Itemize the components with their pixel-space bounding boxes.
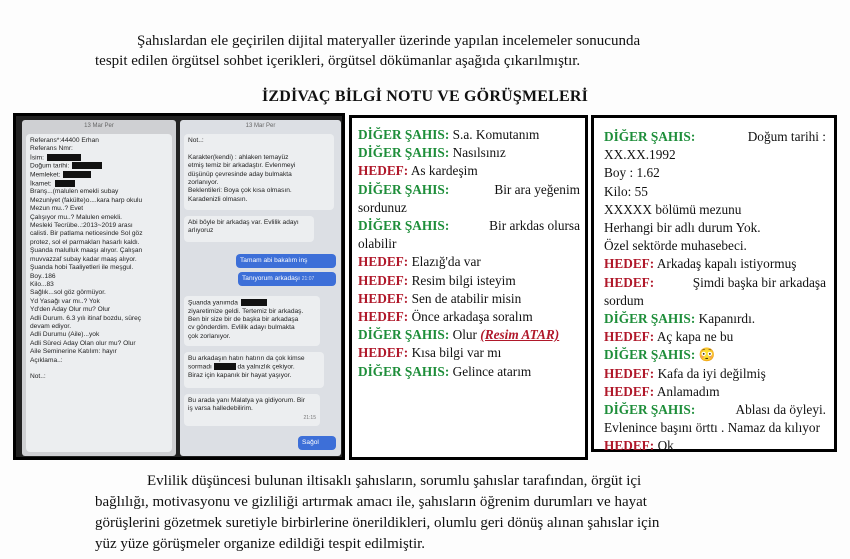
chat-line: zorlanıyor.	[188, 179, 219, 187]
target-speaker-label: HEDEF:	[604, 329, 655, 345]
chat-time: 21:15	[303, 414, 316, 421]
chat-line: Not..:	[30, 373, 46, 381]
chat-line: Şuanda hobi Taaliyetleri ile meşgul.	[30, 264, 134, 272]
message-line	[604, 383, 826, 401]
target-speaker-label: HEDEF:	[604, 365, 655, 381]
chat-line: İkamet:	[30, 180, 168, 189]
section-heading: İZDİVAÇ BİLGİ NOTU VE GÖRÜŞMELERİ	[261, 88, 589, 105]
conversation-box-1	[349, 115, 588, 460]
outro-line: yüz yüze görüşmeler organize edildiği tespit edilmiştir.	[95, 536, 426, 552]
chat-bubble	[184, 296, 320, 346]
message-line	[358, 181, 580, 199]
profile-line: Herhangi bir adlı durum Yok.	[604, 220, 761, 236]
profile-line: Boy : 1.62	[604, 165, 660, 181]
message-text: Gelince atarım	[452, 363, 532, 379]
target-speaker-label: HEDEF:	[358, 272, 409, 288]
message-continuation: sordum	[604, 292, 644, 308]
message-line	[604, 310, 826, 328]
other-speaker-label: DİĞER ŞAHIS:	[604, 347, 696, 363]
outro-line: bağlılığı, motivasyonu ve gizliliği artırmak amacı ile, şahısların öğrenim durumları ve hayat	[95, 494, 647, 510]
message-line	[358, 126, 580, 144]
message-text: Resim bilgi isteyim	[411, 272, 516, 288]
chat-line: protez, sol el parmakları hasarlı kaldı.	[30, 238, 140, 246]
profile-line: Kilo: 55	[604, 183, 648, 199]
message-line	[358, 308, 580, 326]
chat-line: devam ediyor.	[30, 322, 72, 330]
message-text: Kısa bilgi var mı	[411, 345, 502, 361]
target-speaker-label: HEDEF:	[604, 383, 655, 399]
chat-line: calisti. Bir patlama neticesinde Sol göz	[30, 230, 143, 238]
chat-line: Yd'den Aday Olur mu? Olur	[30, 306, 111, 314]
other-speaker-label: DİĞER ŞAHIS:	[358, 327, 450, 343]
other-speaker-label: DİĞER ŞAHIS:	[604, 402, 696, 418]
chat-line: Açıklama..:	[30, 356, 63, 364]
chat-line: Sağlık...sol göz görmüyor.	[30, 289, 106, 297]
redaction-bar	[63, 171, 91, 178]
chat-bubble-sent: Sağol	[298, 436, 336, 450]
chat-line: ziyaretimize geldi. Tertemiz bir arkadaş.	[188, 307, 304, 315]
message-line	[358, 162, 580, 180]
closing-paragraph	[95, 471, 760, 555]
chat-line: Adli Durum. 6.3 yılı itinaf bozdu, süreç	[30, 314, 142, 322]
chat-line: İsim:	[30, 154, 168, 163]
chat-date: 13 Mar Per	[245, 123, 276, 129]
message-line	[358, 363, 580, 381]
chat-line: sormadı da yalnızlık çekiyor.	[188, 363, 295, 371]
chat-line: Mesleki Tecrübe..:2013~2019 arası	[30, 222, 133, 230]
message-continuation: sordunuz	[358, 199, 407, 215]
chat-line: Karakter(kendi) : ahlaken temayüz	[188, 153, 289, 161]
chat-bubble-sent: Tamam abi bakalım inş	[236, 254, 336, 268]
chat-line: muvvazzaf subay kadar maaş alıyor.	[30, 255, 137, 263]
message-text: Aç kapa ne bu	[656, 329, 734, 345]
chat-line	[188, 145, 330, 153]
chat-line: Mezun mu..? Evet	[30, 205, 84, 213]
message-text: Önce arkadaşa soralım	[411, 309, 533, 325]
chat-line: Kilo...83	[30, 280, 54, 288]
chat-line: Karadenizli olmasın.	[188, 195, 248, 203]
target-speaker-label: HEDEF:	[604, 256, 655, 272]
chat-line: cv gönderdim. Evlilik adayı bulmakta	[188, 324, 295, 332]
outro-line: Evlilik düşüncesi bulunan iltisaklı şahısların, sorumlu şahıslar tarafından, örgüt içi	[147, 473, 642, 489]
message-text: Olur	[452, 327, 477, 343]
message-line	[604, 365, 826, 383]
message-text: Kafa da iyi değilmiş	[657, 365, 766, 381]
target-speaker-label: HEDEF:	[358, 163, 409, 179]
chat-line: Çalışıyor mu..? Malulen emekli.	[30, 213, 122, 221]
other-speaker-label: DİĞER ŞAHIS:	[358, 127, 450, 142]
target-speaker-label: HEDEF:	[358, 345, 409, 361]
other-speaker-label: DİĞER ŞAHIS:	[358, 145, 450, 161]
message-line	[604, 274, 826, 292]
phone-screenshot-1	[22, 120, 176, 456]
redaction-bar	[214, 363, 236, 370]
chat-line	[30, 365, 168, 373]
chat-line: iş varsa halledebilirim.	[188, 405, 253, 413]
chat-line: Boy..186	[30, 272, 56, 280]
chat-bubble-sent: Tanıyorum arkadaşı 21:07	[238, 272, 336, 286]
intro-paragraph	[95, 32, 760, 71]
chat-line: etmiş temiz bir arkadaştır. Evlenmeyi	[188, 162, 296, 170]
chat-line: Şuanda yanımda	[188, 299, 316, 308]
chat-line: Referans*:44400 Erhan	[30, 137, 99, 144]
message-text: Elazığ'da var	[411, 254, 481, 270]
chat-line: Yd Yasağı var mı..? Yok	[30, 297, 100, 305]
message-line	[604, 128, 826, 146]
chat-line: Doğum tarihi:	[30, 162, 168, 171]
message-text: Şimdi başka bir arkadaşa	[692, 274, 826, 290]
message-text: Bir arkdas olursa	[489, 218, 580, 234]
chat-line: çok zorlanıyor.	[188, 332, 231, 340]
chat-bubble	[184, 352, 324, 388]
other-speaker-label: DİĞER ŞAHIS:	[358, 218, 450, 234]
message-line	[358, 290, 580, 308]
message-line	[358, 326, 580, 344]
message-line	[604, 346, 826, 364]
chat-date: 13 Mar Per	[84, 123, 114, 129]
message-line	[358, 344, 580, 362]
message-continuation: Evlenince başını örttı . Namaz da kılıyor	[604, 420, 821, 436]
message-text: Doğum tarihi :	[747, 129, 826, 144]
chat-line: Bu arkadaşın hatırı hatırın da çok kimse	[188, 355, 305, 362]
message-text: Anlamadım	[656, 383, 720, 399]
redaction-bar	[55, 180, 75, 187]
chat-line: Memleket:	[30, 171, 168, 180]
profile-line: XXXXX bölümü mezunu	[604, 201, 742, 217]
outro-line: görüşlerini gözetmek suretiyle birbirlerine önerildikleri, olumlu geri dönüş alınan şahıslar için	[95, 515, 660, 531]
message-line	[358, 272, 580, 290]
message-text: Nasılsınız	[452, 145, 506, 161]
chat-line: Aile Seminerine Katılım: hayır	[30, 348, 117, 356]
chat-bubble	[184, 134, 334, 210]
message-text: Kapanırdı.	[698, 311, 756, 327]
chat-screenshots-photo	[13, 113, 345, 460]
chat-line: arlıyoruz	[188, 227, 214, 235]
image-sent-note: (Resim ATAR)	[480, 327, 560, 343]
message-line	[604, 401, 826, 419]
conversation-box-2	[591, 115, 837, 452]
message-line	[358, 217, 580, 235]
intro-line: Şahıslardan ele geçirilen dijital materyaller üzerinde yapılan incelemeler sonucunda	[137, 33, 641, 49]
other-speaker-label: DİĞER ŞAHIS:	[604, 129, 696, 144]
chat-line: Branş...(malulen emekli subay	[30, 188, 119, 196]
message-text: 😳	[698, 347, 716, 363]
chat-line: Not..:	[188, 137, 204, 144]
chat-line: Biraz için kapanık bir hayat yaşıyor.	[188, 372, 292, 380]
message-line	[604, 255, 826, 273]
chat-bubble	[26, 134, 172, 452]
message-text: S.a. Komutanım	[452, 127, 540, 142]
redaction-bar	[241, 299, 267, 306]
message-text: Ablası da öyleyi.	[735, 402, 826, 418]
chat-line: Abi böyle bir arkadaş var. Evlilik adayı	[188, 219, 299, 226]
message-text: Bir ara yeğenim	[494, 181, 580, 197]
target-speaker-label: HEDEF:	[358, 254, 409, 270]
chat-line: Referans Nmr:	[30, 145, 73, 153]
chat-line: Beklentileri: Boya çok kısa olmasın.	[188, 187, 292, 195]
chat-bubble	[184, 394, 320, 426]
target-speaker-label: HEDEF:	[604, 438, 655, 454]
message-text: Sen de atabilir misin	[411, 290, 522, 306]
chat-line: Adli Süreci Aday Olan olur mu? Olur	[30, 339, 136, 347]
message-text: Ok	[657, 438, 674, 454]
redaction-bar	[72, 162, 102, 169]
other-speaker-label: DİĞER ŞAHIS:	[358, 181, 450, 197]
redaction-bar	[47, 154, 81, 161]
message-continuation: olabilir	[358, 236, 397, 252]
profile-line: Özel sektörde muhasebeci.	[604, 238, 747, 254]
chat-line: Adli Durumu (Aile)...yok	[30, 331, 100, 339]
intro-line: tespit edilen örgütsel sohbet içerikleri, örgütsel dökümanlar aşağıda çıkarılmıştır.	[95, 52, 581, 69]
chat-bubble	[184, 216, 314, 242]
message-line	[604, 328, 826, 346]
target-speaker-label: HEDEF:	[358, 309, 409, 325]
chat-line: Şuanda malulluk maaşı alıyor. Çalışan	[30, 247, 143, 255]
chat-line: Mezuniyet (fakülte)o....kara harp okulu	[30, 196, 143, 204]
other-speaker-label: DİĞER ŞAHIS:	[604, 311, 696, 327]
message-line	[604, 437, 826, 455]
message-line	[358, 144, 580, 162]
message-text: Arkadaş kapalı istiyormuş	[656, 256, 797, 272]
chat-line: Ben bir size bir de başka bir arkadaşa	[188, 316, 299, 324]
chat-line: düşünüp çevresinde aday bulmakta	[188, 170, 292, 178]
message-line	[358, 253, 580, 271]
message-text: As kardeşim	[410, 163, 478, 179]
phone-screenshot-2	[180, 120, 341, 456]
profile-line: XX.XX.1992	[604, 147, 676, 163]
target-speaker-label: HEDEF:	[604, 274, 655, 290]
chat-line: Bu arada yanı Malatya ya gidiyorum. Bir	[188, 397, 305, 404]
target-speaker-label: HEDEF:	[358, 290, 409, 306]
other-speaker-label: DİĞER ŞAHIS:	[358, 363, 450, 379]
